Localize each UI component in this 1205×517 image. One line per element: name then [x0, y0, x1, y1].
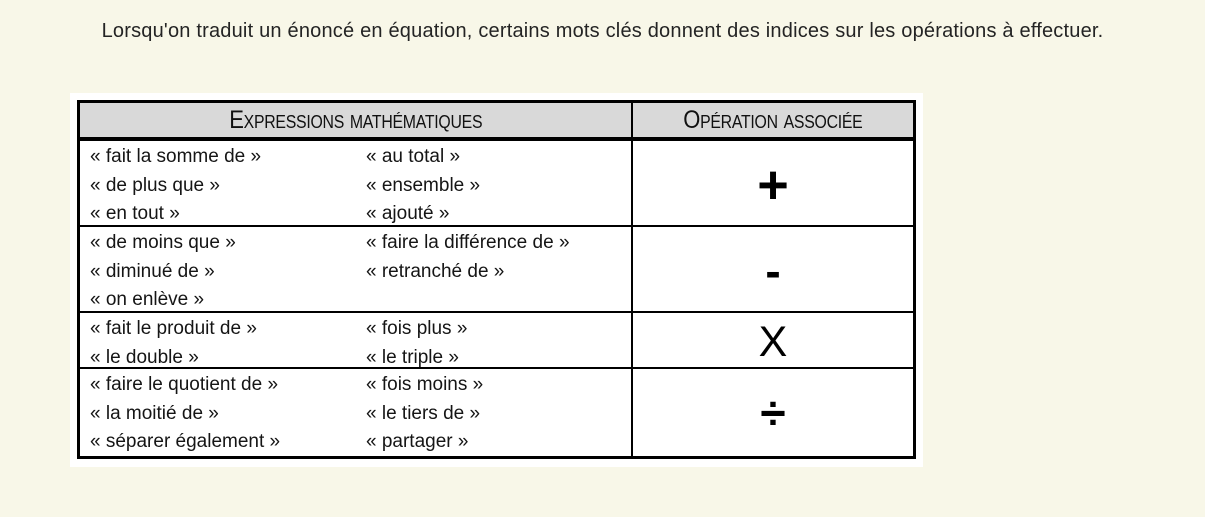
expressions-cell [80, 227, 633, 315]
keyword-phrase: « de plus que » [90, 174, 220, 196]
keyword-phrase: « le triple » [366, 346, 459, 368]
phrase-column-right [366, 315, 631, 372]
operation-cell [633, 313, 913, 372]
table-header-row [80, 103, 913, 139]
keywords-operations-table [77, 100, 916, 459]
keyword-phrase: « ajouté » [366, 203, 450, 224]
keyword-phrase: « on enlève » [90, 289, 205, 310]
phrase-column-left [90, 315, 366, 372]
phrase-column-right [366, 229, 631, 315]
keyword-phrase: « la moitié de » [90, 402, 219, 424]
table-row-soustraction [80, 225, 913, 311]
keyword-phrase: « le double » [90, 346, 199, 368]
keyword-phrase: « fait le produit de » [90, 318, 257, 339]
expressions-cell [80, 313, 633, 372]
plus-symbol: + [757, 154, 789, 215]
keyword-phrase: « fois plus » [366, 318, 468, 339]
header-operation [633, 103, 913, 137]
keyword-phrase: « partager » [366, 431, 469, 452]
keyword-phrase: « fait la somme de » [90, 146, 262, 167]
keyword-phrase: « au total » [366, 146, 461, 167]
table-row-division [80, 367, 913, 456]
intro-sentence: Lorsqu'on traduit un énoncé en équation, certains mots clés donnent des indices sur les opérations à effectuer. [101, 20, 1104, 42]
keyword-phrase: « retranché de » [366, 260, 505, 282]
phrase-column-left [90, 371, 366, 457]
header-expressions [80, 103, 633, 137]
phrase-column-left [90, 229, 366, 315]
keyword-phrase: « le tiers de » [366, 402, 481, 424]
keyword-phrase: « fois moins » [366, 374, 484, 395]
table-row-multiplication [80, 311, 913, 367]
keyword-phrase: « ensemble » [366, 174, 481, 196]
table-panel [70, 93, 923, 467]
header-expressions-label: Expressions mathématiques [229, 105, 482, 134]
keyword-phrase: « en tout » [90, 203, 180, 224]
operation-cell [633, 141, 913, 229]
keyword-phrase: « diminué de » [90, 260, 215, 282]
phrase-column-right [366, 371, 631, 457]
division-symbol: ÷ [760, 386, 786, 439]
expressions-cell [80, 141, 633, 229]
minus-symbol: - [765, 244, 781, 297]
expressions-cell [80, 369, 633, 457]
keyword-phrase: « séparer également » [90, 431, 281, 452]
table-row-addition [80, 139, 913, 225]
keyword-phrase: « de moins que » [90, 232, 236, 253]
operation-cell [633, 369, 913, 457]
header-operation-label: Opération associée [683, 105, 863, 134]
keyword-phrase: « faire le quotient de » [90, 374, 279, 395]
phrase-column-right [366, 143, 631, 229]
keyword-phrase: « faire la différence de » [366, 232, 570, 253]
phrase-column-left [90, 143, 366, 229]
operation-cell [633, 227, 913, 315]
multiplication-symbol: X [758, 318, 788, 366]
